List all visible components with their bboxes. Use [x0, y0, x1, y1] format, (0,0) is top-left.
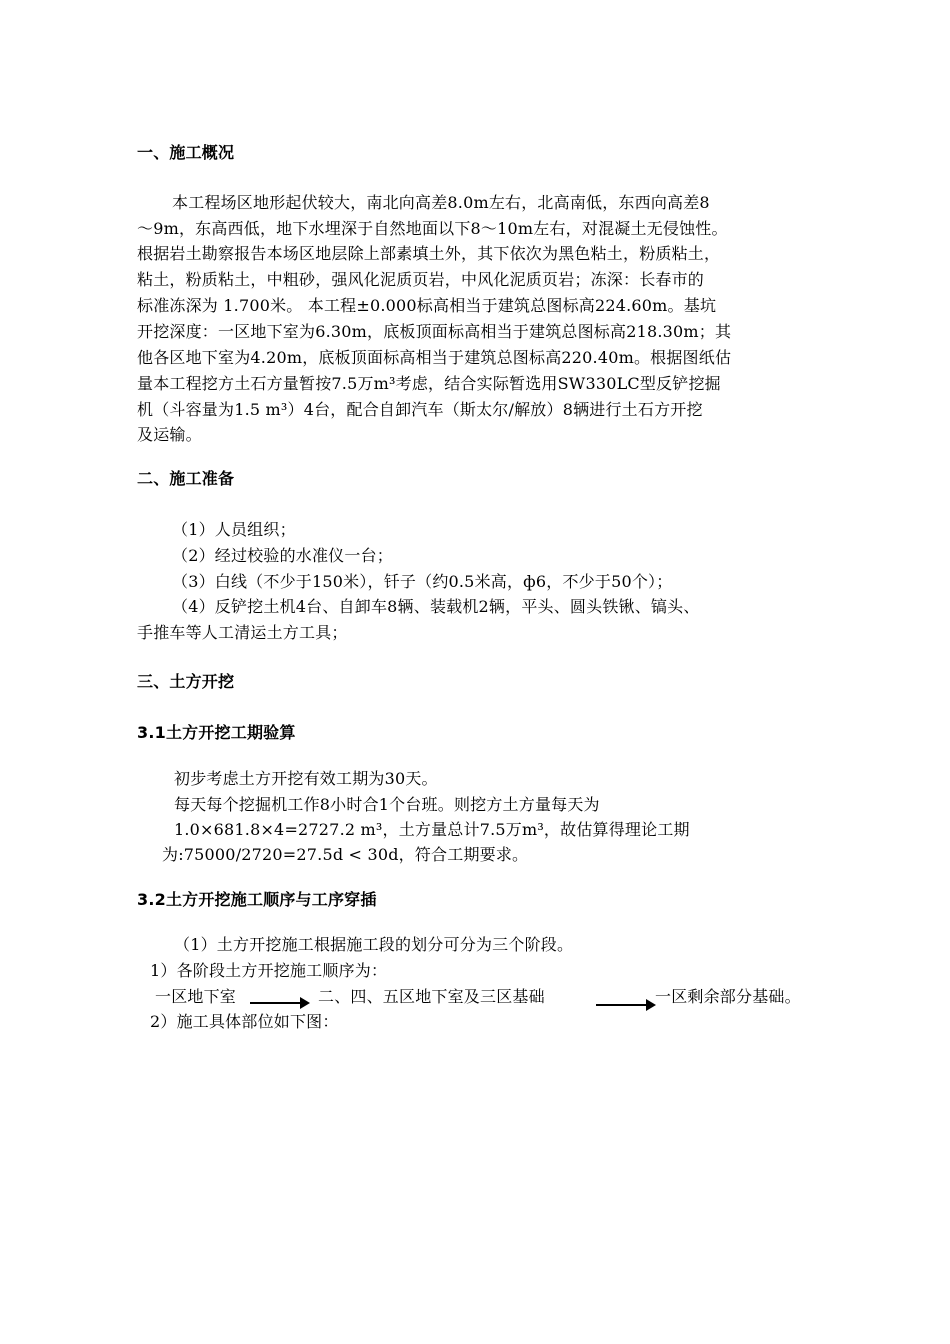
list-item: （3）白线（不少于150米），钎子（约0.5米高，ф6，不少于50个）； [172, 572, 673, 591]
paragraph-line: 标准冻深为 1.700米。 本工程±0.000标高相当于建筑总图标高224.60m。基坑 [137, 296, 717, 315]
paragraph-line: 开挖深度：一区地下室为6.30m，底板顶面标高相当于建筑总图标高218.30m；其 [137, 322, 732, 341]
list-item: （2）经过校验的水准仪一台； [172, 546, 393, 565]
sequence-step-1: 一区地下室 [155, 987, 237, 1006]
paragraph-line: （1）土方开挖施工根据施工段的划分可分为三个阶段。 [174, 935, 574, 954]
paragraph-line: ～9m，东高西低，地下水埋深于自然地面以下8～10m左右，对混凝土无侵蚀性。 [137, 219, 728, 238]
paragraph-line: 每天每个挖掘机工作8小时合1个台班。则挖方土方量每天为 [174, 795, 600, 814]
paragraph-line: 量本工程挖方土石方量暂按7.5万m³考虑，结合实际暂选用SW330LC型反铲挖掘 [137, 374, 721, 393]
section-3-title: 三、土方开挖 [137, 672, 235, 691]
paragraph-line: 本工程场区地形起伏较大，南北向高差8.0m左右，北高南低，东西向高差8 [172, 193, 710, 212]
section-2-title: 二、施工准备 [137, 469, 235, 488]
paragraph-line: 根据岩土勘察报告本场区地层除上部素填土外，其下依次为黑色粘土，粉质粘土， [137, 244, 721, 263]
subsection-3-2-title: 3.2土方开挖施工顺序与工序穿插 [137, 890, 377, 909]
arrow-right-icon [250, 996, 310, 1010]
section-1-title: 一、施工概况 [137, 143, 235, 162]
paragraph-line: 初步考虑土方开挖有效工期为30天。 [174, 769, 438, 788]
sequence-step-2: 二、四、五区地下室及三区基础 [318, 987, 545, 1006]
paragraph-line: 1）各阶段土方开挖施工顺序为： [150, 961, 388, 980]
sequence-step-3: 一区剩余部分基础。 [655, 987, 801, 1006]
list-item: （1）人员组织； [172, 520, 296, 539]
paragraph-line: 1.0×681.8×4=2727.2 m³，土方量总计7.5万m³，故估算得理论工期 [174, 820, 690, 839]
paragraph-line: 2）施工具体部位如下图： [150, 1012, 339, 1031]
list-item: 手推车等人工清运土方工具； [137, 623, 348, 642]
paragraph-line: 及运输。 [137, 425, 202, 444]
paragraph-line: 他各区地下室为4.20m，底板顶面标高相当于建筑总图标高220.40m。根据图纸估 [137, 348, 732, 367]
subsection-3-1-title: 3.1土方开挖工期验算 [137, 723, 296, 742]
paragraph-line: 机（斗容量为1.5 m³）4台，配合自卸汽车（斯太尔/解放）8辆进行土石方开挖 [137, 400, 703, 419]
list-item: （4）反铲挖土机4台、自卸车8辆、装载机2辆，平头、圆头铁锹、镐头、 [172, 597, 700, 616]
paragraph-line: 为:75000/2720=27.5d < 30d，符合工期要求。 [162, 845, 529, 864]
paragraph-line: 粘土，粉质粘土，中粗砂，强风化泥质页岩，中风化泥质页岩；冻深：长春市的 [137, 270, 705, 289]
arrow-right-icon [596, 998, 656, 1012]
